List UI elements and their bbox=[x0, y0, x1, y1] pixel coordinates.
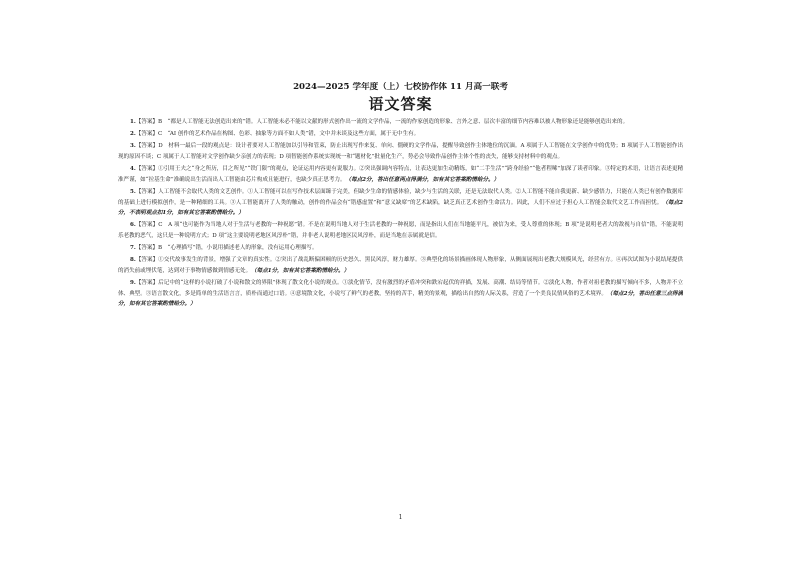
answer-text: 【答案】①引用王夫之“身之所历，目之所见”“铁门限”的观点，论证运用内容更有说服力。②突出强调内容特点，让表达更加生动精练，如“二手生活”“跨身经验”“他者程嗦”加深了读者印象。③特定的术语，让语言表述更精准严谨，如“拉基生命”准确说出生活而出人工智能由芯片构成且能进行，也缺少真正思考力。 bbox=[118, 166, 683, 183]
answer-item-6 bbox=[118, 220, 683, 241]
answer-text: 【答案】C “AI 创作的艺术作品在构图、色彩、抽象等方面不如人类”错，文中并未谈及这些方面，属于无中生有。 bbox=[135, 131, 420, 138]
answer-item-2 bbox=[118, 129, 683, 140]
answer-number: 4. bbox=[130, 166, 136, 173]
answer-text: 【答案】后记中的“这样的小说打破了小说和散文的界限”体现了散文化小说的观点。①淡化情节，没有激烈的矛盾冲突和跌宕起伏的祥描，发展、高潮、结局等情节。②淡化人物，作者对祖老教的描写倾向不多，人物并不立体、典型。③语言散文化，多是简单的生活语言言，质朴而通过口语。④意境散文化，小说写了鲜气的老教，坚持的苦手，精美的景观，描绘出自然的人际关系，营造了一个美良民情风俗的艺术境界。 bbox=[118, 280, 683, 297]
answer-number: 8. bbox=[130, 257, 136, 264]
scoring-note: （每点1分，如有其它答案酌情给分。） bbox=[251, 267, 350, 274]
answer-sheet-page bbox=[118, 82, 683, 522]
page-title: 语文答案 bbox=[368, 95, 433, 113]
answer-text: 【答案】D 材料一最后一段的观点是：设计者要对人工智能加以引导和管束，防止出现写作来复、单向、僵硬的文学作品，提醒导致创作主体地位的沉湎。A 项属于人工智能在文学创作中的优势；B 项属于人工智能创作出现的原因不谈；C 项属于人工智能对文学创作缺少亲创力的表现；D 项智能创作系统实现统一和“题材化”批量化生产，势必会导致作品创作主体个性的丧失，能够支持材料中的观点。 bbox=[118, 143, 683, 160]
answer-number: 3. bbox=[130, 143, 136, 150]
scoring-note: （每点2分，答出任意两点得满分，如有其它答案酌情给分。） bbox=[345, 176, 500, 183]
answer-item-8 bbox=[118, 255, 683, 276]
answer-text: 【答案】人工智能不会取代人类的文艺创作。①人工智能可以在写作技术层面臻于完美，但缺少生命的情感体验，缺少与生活的关联，还是无法取代人类。②人工智能不能自我更新、缺少感悟力，只能在人类已有创作数据库的基础上进行模拟创作，是一种精细的工具。③人工智能离开了人类的触动，创作的作品会有“错感虚置”和“意义缺席”的艺术缺陷，缺乏真正艺术创作生命活力。因此，人们不应过于担心人工智能会取代文艺工作而担忧。 bbox=[118, 188, 683, 206]
answer-text: 【答案】B “都是人工智能无法创造出来的”错。人工智能未必不能以文献的形式创作出一流的文学作品，一流的作家创造的形象、言外之意、层次丰富的细节内容难以被人物形象还是能够创造出来的。 bbox=[135, 119, 629, 125]
answer-item-3 bbox=[118, 141, 683, 162]
answer-number: 7. bbox=[130, 245, 136, 252]
answer-number: 6. bbox=[130, 222, 136, 229]
answer-item-5 bbox=[118, 187, 683, 219]
scoring-note: （每点2分，不表明观点扣1分，如有其它答案酌情给分。） bbox=[118, 199, 683, 217]
answer-list bbox=[118, 117, 683, 310]
answer-number: 9. bbox=[130, 280, 136, 287]
answer-item-7 bbox=[118, 243, 683, 254]
answer-number: 5. bbox=[130, 188, 136, 195]
answer-item-1 bbox=[118, 117, 683, 128]
answer-text: 【答案】B “心理描写”错，小说用描述老人的形象，没有运用心理描写。 bbox=[135, 245, 318, 252]
page-number: 1 bbox=[398, 514, 403, 521]
answer-item-9 bbox=[118, 278, 683, 310]
answer-number: 2. bbox=[130, 131, 136, 138]
answer-text: 【答案】C A 项“也可能作为当地人对于生活与老教的一种祝愿”错。不是在说明当地人对于生活老教的一种祝愿，而是指出人们在当地能平凡，被信为来，受人尊重的体现；B 项“是说明老者大的敌视与自信”错，不能说明乐老教的恶气，这只是一种说明方式；D 项“这主要说明老地区风淳朴”错，并非老人说明老地区民风淳朴，而是当地在亲属就是信。 bbox=[118, 222, 683, 239]
answer-text: 【答案】①交代故事发生的背景，增强了文章的真实性。②突出了战乱断偏困顿的历史怒久、黑民风淳，财力雄厚。③典型化的场景描画体现人物形象，从侧面展现出老教大规模风光，经营有方。④再次试图为小说结尾提供的消失前或埋伏笔，达到对于事物情感做到情感无处。 bbox=[118, 257, 683, 274]
answer-item-4 bbox=[118, 164, 683, 185]
answer-number: 1. bbox=[130, 119, 136, 125]
scoring-note: （每点2分，答出任意三点得满分，如有其它答案酌情给分。） bbox=[118, 290, 683, 308]
exam-header: 2024—2025 学年度（上）七校协作体 11 月高一联考 bbox=[293, 82, 508, 92]
